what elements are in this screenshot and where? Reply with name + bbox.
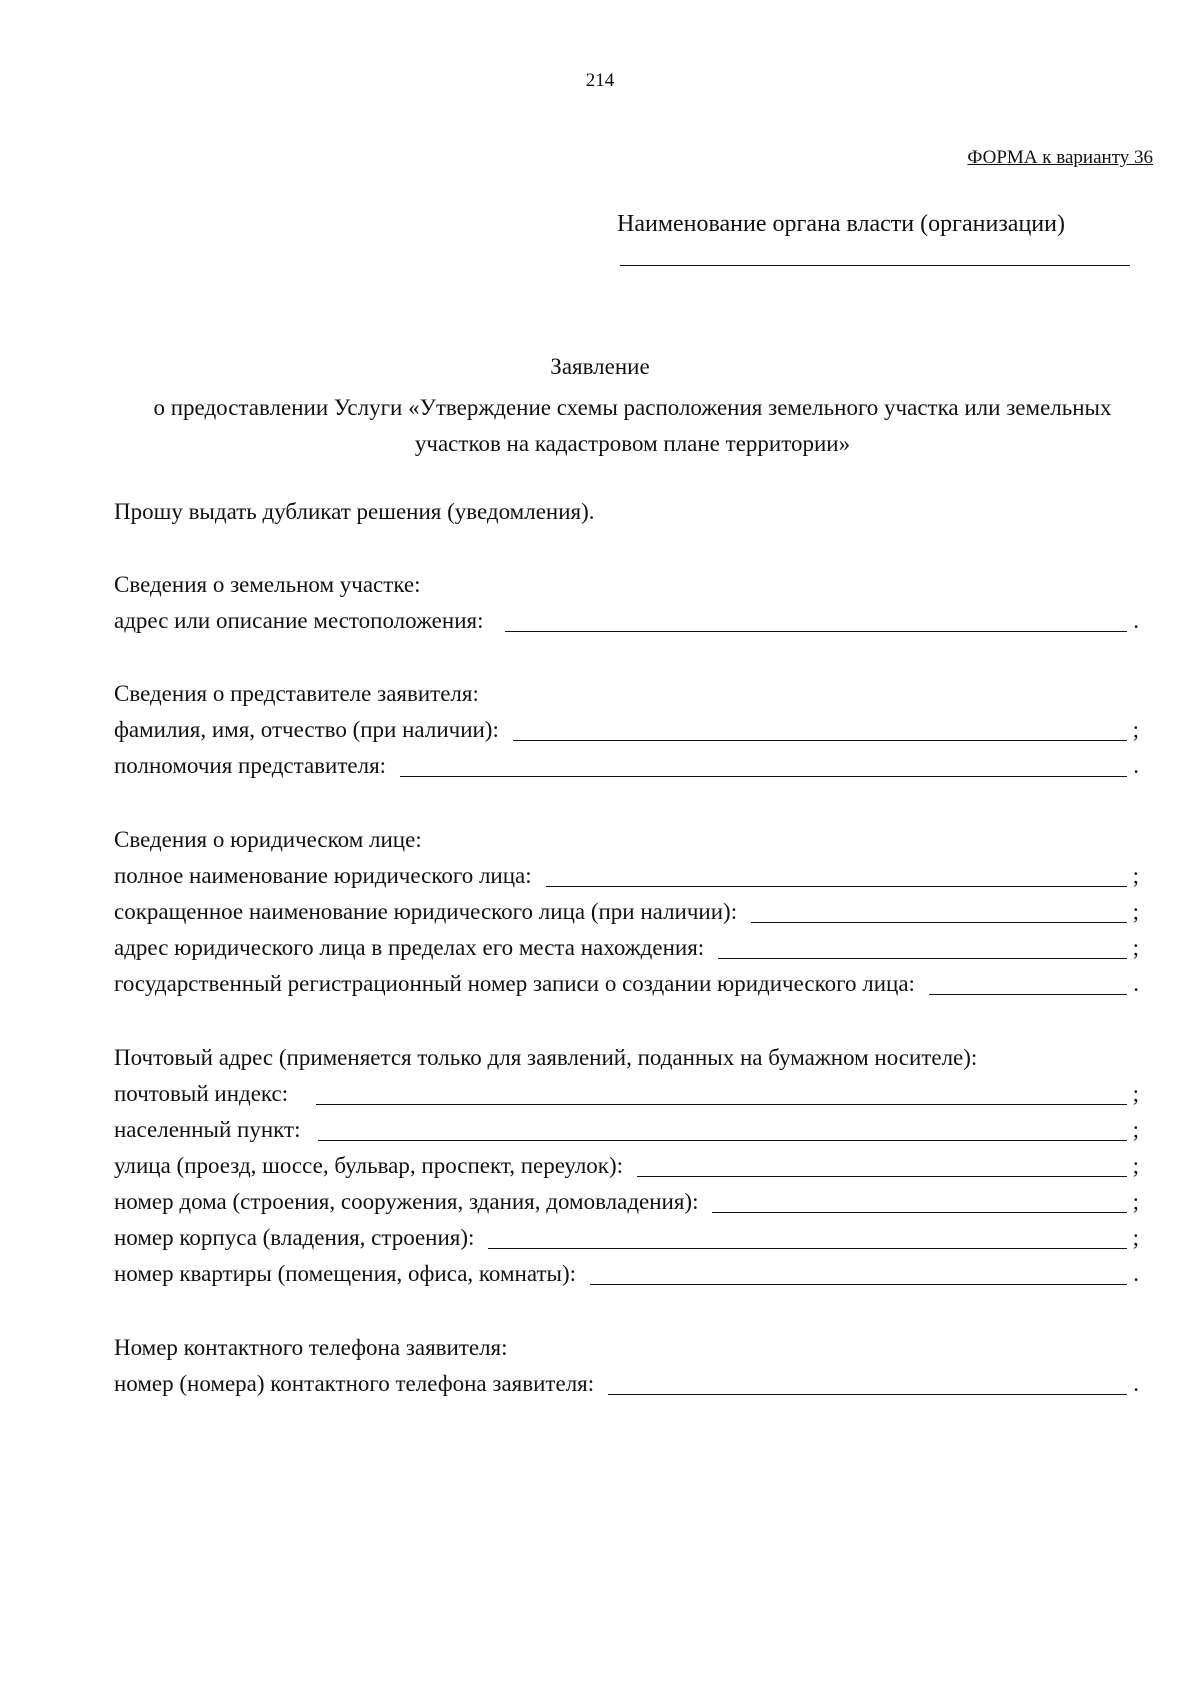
blank-line[interactable]	[751, 900, 1127, 923]
postal-house-field	[114, 1188, 1139, 1216]
legal-reg-number-field	[114, 970, 1139, 998]
end-mark: ;	[1132, 863, 1139, 888]
page-number: 214	[585, 70, 615, 91]
postal-street-field	[114, 1152, 1139, 1180]
field-label: государственный регистрационный номер записи о создании юридического лица:	[114, 971, 915, 996]
authority-blank-line[interactable]	[620, 265, 1130, 266]
postal-index-field	[114, 1080, 1139, 1108]
end-mark: ;	[1132, 1117, 1139, 1142]
end-mark: ;	[1132, 935, 1139, 960]
end-mark: ;	[1132, 717, 1139, 742]
blank-line[interactable]	[718, 936, 1127, 959]
blank-line[interactable]	[590, 1262, 1127, 1285]
end-mark: .	[1133, 1371, 1139, 1396]
field-label: номер квартиры (помещения, офиса, комнаты):	[114, 1261, 576, 1286]
blank-line[interactable]	[637, 1154, 1127, 1177]
field-label: номер (номера) контактного телефона заявителя:	[114, 1371, 595, 1396]
document-subtitle	[115, 390, 1150, 462]
field-label: номер корпуса (владения, строения):	[114, 1225, 475, 1250]
postal-heading: Почтовый адрес (применяется только для заявлений, поданных на бумажном носителе):	[114, 1045, 978, 1070]
field-label: адрес юридического лица в пределах его места нахождения:	[114, 935, 705, 960]
legal-full-name-field	[114, 862, 1139, 890]
blank-line[interactable]	[513, 718, 1127, 741]
blank-line[interactable]	[929, 972, 1127, 995]
postal-building-field	[114, 1224, 1139, 1252]
postal-locality-field	[114, 1116, 1139, 1144]
end-mark: ;	[1132, 1189, 1139, 1214]
blank-line[interactable]	[712, 1190, 1127, 1213]
form-reference: ФОРМА к варианту 36	[967, 147, 1153, 168]
blank-line[interactable]	[318, 1118, 1127, 1141]
end-mark: ;	[1132, 899, 1139, 924]
blank-line[interactable]	[505, 609, 1127, 632]
request-text: Прошу выдать дубликат решения (уведомления).	[114, 499, 595, 524]
end-mark: .	[1133, 971, 1139, 996]
end-mark: ;	[1132, 1081, 1139, 1106]
field-label: населенный пункт:	[114, 1117, 301, 1142]
end-mark: ;	[1132, 1225, 1139, 1250]
end-mark: .	[1133, 753, 1139, 778]
field-label: улица (проезд, шоссе, бульвар, проспект, переулок):	[114, 1153, 624, 1178]
legal-entity-heading: Сведения о юридическом лице:	[114, 827, 422, 852]
end-mark: ;	[1132, 1153, 1139, 1178]
blank-line[interactable]	[608, 1372, 1127, 1395]
field-label: полномочия представителя:	[114, 753, 387, 778]
blank-line[interactable]	[546, 864, 1127, 887]
blank-line[interactable]	[400, 754, 1127, 777]
field-label: адрес или описание местоположения:	[114, 608, 484, 633]
phone-heading: Номер контактного телефона заявителя:	[114, 1335, 508, 1360]
blank-line[interactable]	[316, 1082, 1127, 1105]
land-address-field	[114, 607, 1139, 635]
legal-address-field	[114, 934, 1139, 962]
postal-apartment-field	[114, 1260, 1139, 1288]
blank-line[interactable]	[488, 1226, 1127, 1249]
subtitle-line-2: участков на кадастровом плане территории»	[414, 431, 851, 456]
representative-powers-field	[114, 752, 1139, 780]
end-mark: .	[1133, 1261, 1139, 1286]
phone-number-field	[114, 1370, 1139, 1398]
field-label: почтовый индекс:	[114, 1081, 289, 1106]
field-label: сокращенное наименование юридического лица (при наличии):	[114, 899, 738, 924]
subtitle-line-1: о предоставлении Услуги «Утверждение схемы расположения земельного участка или земельных	[153, 395, 1112, 420]
legal-short-name-field	[114, 898, 1139, 926]
end-mark: .	[1133, 608, 1139, 633]
field-label: полное наименование юридического лица:	[114, 863, 532, 888]
field-label: фамилия, имя, отчество (при наличии):	[114, 717, 499, 742]
representative-heading: Сведения о представителе заявителя:	[114, 681, 479, 706]
document-title: Заявление	[550, 354, 650, 379]
representative-fio-field	[114, 716, 1139, 744]
land-heading: Сведения о земельном участке:	[114, 572, 421, 597]
authority-label: Наименование органа власти (организации)	[617, 211, 1065, 237]
field-label: номер дома (строения, сооружения, здания, домовладения):	[114, 1189, 699, 1214]
